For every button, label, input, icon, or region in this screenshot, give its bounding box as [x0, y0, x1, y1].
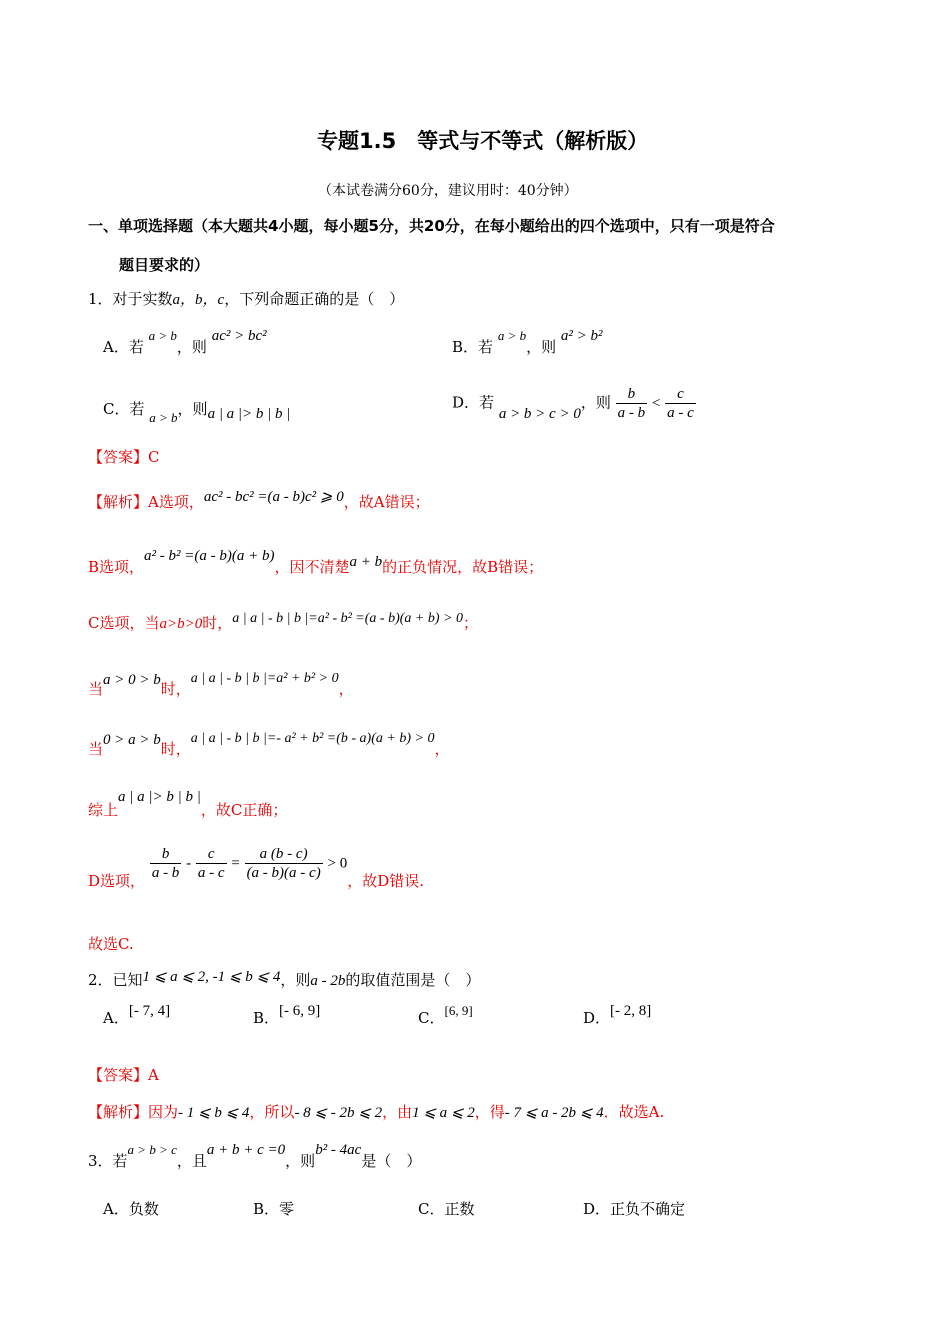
- q3-option-d: D．正负不确定: [583, 1200, 686, 1218]
- section-heading-cont: 题目要求的）: [119, 256, 210, 274]
- question-3-stem: 3．若a > b > c，且a + b + c =0，则b² - 4ac是（ ）: [88, 1142, 422, 1170]
- fraction: $\frac{c}{a - c}$: [667, 386, 694, 421]
- question-2-stem: 2．已知1 ⩽ a ⩽ 2, -1 ⩽ b ⩽ 4，则a - 2b的取值范围是（ ）: [88, 969, 481, 989]
- q2-option-a: A．[- 7, 4]: [103, 1003, 171, 1027]
- section-heading: 一、单项选择题（本大题共4小题，每小题5分，共20分，在每小题给出的四个选项中，只有一项是符合: [88, 217, 775, 235]
- q1-option-d: D．若 a > b > c > 0，则 $\frac{b}{a - b}$ < $\frac{c}{a - c}$: [452, 386, 694, 422]
- page-subtitle: （本试卷满分60分，建议用时：40分钟）: [318, 183, 578, 199]
- q1-option-a: A．若 a > b，则 ac² > bc²: [103, 328, 267, 356]
- q1-answer: 【答案】C: [88, 448, 160, 466]
- page-title: 专题1.5 等式与不等式（解析版）: [317, 129, 649, 153]
- fraction: $\frac{b}{a - b}$: [617, 386, 646, 421]
- q2-answer: 【答案】A: [88, 1066, 159, 1084]
- q3-option-c: C．正数: [418, 1200, 475, 1218]
- q2-option-d: D．[- 2, 8]: [583, 1003, 652, 1027]
- q1-explanation-b: B选项，a² - b² =(a - b)(a + b)，因不清楚a + b的正负情况，故B错误；: [88, 548, 544, 576]
- q1-explanation-c: C选项，当a>b>0时，a | a | - b | b |=a² - b² =(a - b)(a + b) > 0；: [88, 611, 478, 632]
- q2-option-c: C．[6, 9]: [418, 1003, 473, 1027]
- q1-explanation-c2: 当a > 0 > b时，a | a | - b | b |=a² + b² > 0，: [88, 671, 354, 698]
- q3-option-b: B．零: [253, 1200, 295, 1218]
- q1-option-b: B．若 a > b，则 a² > b²: [452, 328, 603, 356]
- q1-explanation-summary: 综上a | a |> b | b |，故C正确；: [88, 789, 288, 819]
- q1-option-c: C．若 a > b，则a | a |> b | b |: [103, 400, 291, 425]
- fraction-expression: $\frac{b}{a - b}$ - $\frac{c}{a - c}$ = $\frac{a (b - c)}{(a - b)(a - c)}$ > 0: [151, 846, 348, 881]
- q2-explanation: 【解析】因为- 1 ⩽ b ⩽ 4，所以- 8 ⩽ - 2b ⩽ 2，由1 ⩽ a ⩽ 2，得- 7 ⩽ a - 2b ⩽ 4．故选A.: [88, 1103, 665, 1121]
- q1-explanation-c3: 当0 > a > b时，a | a | - b | b |=- a² + b² =(b - a)(a + b) > 0，: [88, 731, 450, 758]
- q3-option-a: A．负数: [103, 1200, 159, 1218]
- q2-option-b: B．[- 6, 9]: [253, 1003, 321, 1027]
- q1-explanation-a: 【解析】A选项，ac² - bc² =(a - b)c² ⩾ 0，故A错误；: [88, 489, 430, 511]
- q1-conclusion: 故选C.: [88, 935, 134, 953]
- q1-explanation-d: D选项， $\frac{b}{a - b}$ - $\frac{c}{a - c}$ = $\frac{a (b - c)}{(a - b)(a - c)}$ > 0，故D错误.: [88, 846, 424, 890]
- question-1-stem: 1．对于实数a，b，c，下列命题正确的是（ ）: [88, 290, 405, 308]
